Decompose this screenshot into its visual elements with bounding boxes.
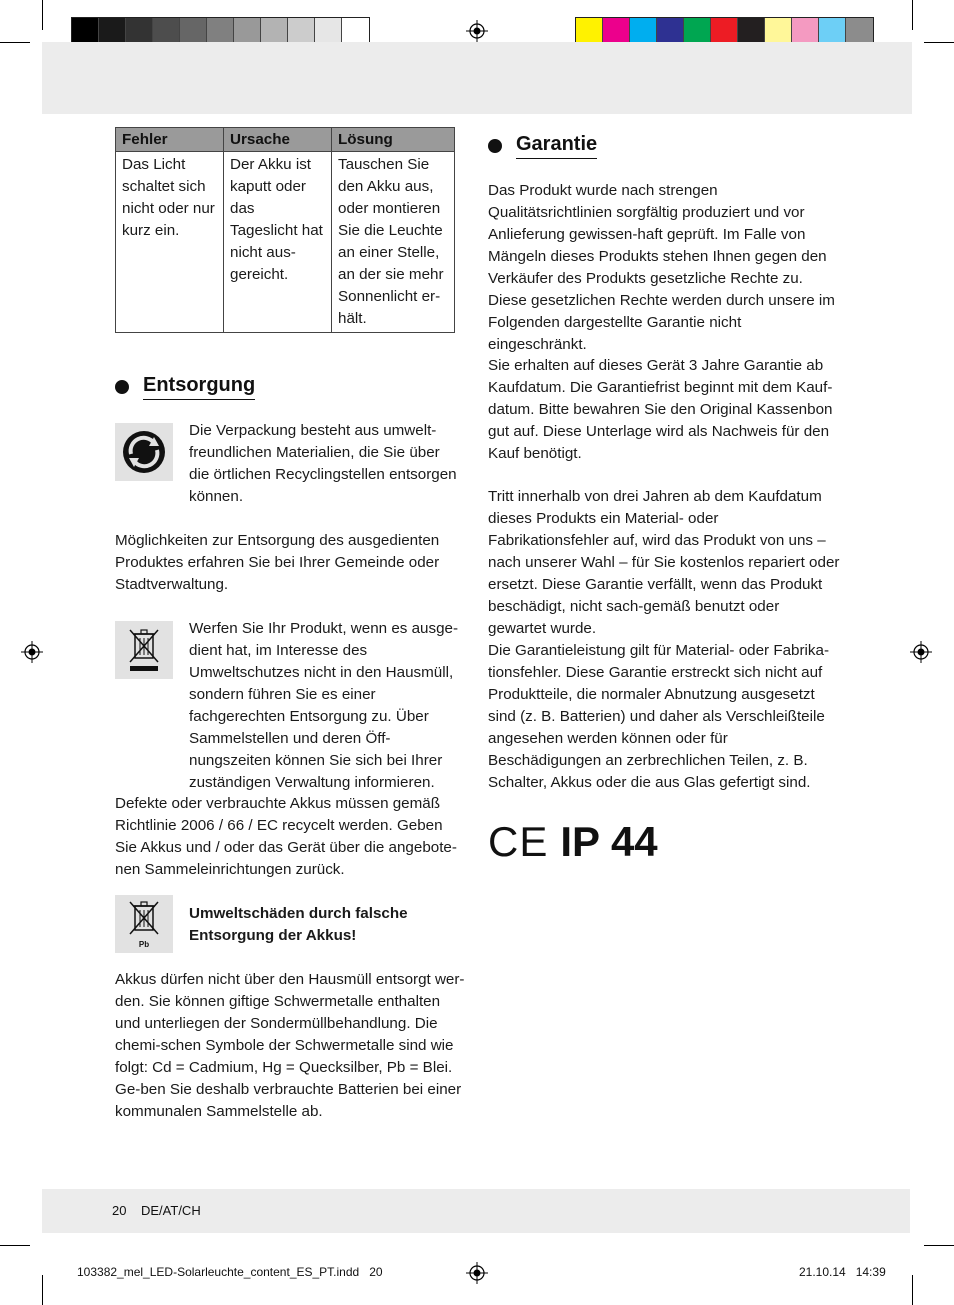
table-header-row [116, 128, 455, 152]
color-swatch [342, 18, 369, 45]
color-swatch [288, 18, 315, 45]
crossed-bin-pb-icon [124, 898, 164, 950]
color-swatch [207, 18, 234, 45]
table-cell: Der Akku ist kaputt oder das Tageslicht hat nicht aus-gereicht. [224, 152, 332, 333]
color-swatch [153, 18, 180, 45]
troubleshooting-table [115, 127, 455, 333]
battery-bin-icon-box [115, 895, 173, 953]
color-swatch [738, 18, 765, 45]
page-number: 20 [112, 1203, 127, 1218]
registration-mark-icon [21, 641, 43, 663]
column-header-ursache: Ursache [224, 128, 332, 152]
pb-label: Pb [138, 940, 150, 949]
table-cell: Tauschen Sie den Akku aus, oder montieren Sie die Leuchte an einer Stelle, an der sie mehr Sonnenlicht er-hält. [332, 152, 455, 333]
registration-mark-icon [910, 641, 932, 663]
color-swatch [657, 18, 684, 45]
recycling-green-dot-icon [121, 429, 167, 475]
heavy-metals-paragraph: Akkus dürfen nicht über den Hausmüll entsorgt wer-den. Sie können giftige Schwermetalle enthalten und unterliegen der Sondermüllbehandlung. Die chemi-schen Symbole der Schwermetalle sind wie folgt: Cd = Cadmium, Hg = Quecksilber, Pb = Blei. Ge-ben Sie deshalb verbrauchte Batterien bei einer kommunalen Sammelstelle ab. [115, 971, 465, 1120]
registration-mark-icon [466, 20, 488, 42]
section-heading-garantie [488, 133, 597, 159]
color-swatch [315, 18, 342, 45]
color-swatch [765, 18, 792, 45]
table-row [116, 152, 455, 333]
color-swatch [72, 18, 99, 45]
color-swatch [576, 18, 603, 45]
section-heading-entsorgung [115, 374, 255, 400]
region-label: DE/AT/CH [141, 1203, 201, 1218]
bullet-dot-icon [488, 139, 502, 153]
crop-mark [0, 1245, 30, 1246]
crop-mark [42, 0, 43, 30]
color-swatch [603, 18, 630, 45]
warranty-intro-paragraph: Das Produkt wurde nach strengen Qualitätsrichtlinien sorgfältig produziert und vor Anlieferung gewissen-haft geprüft. Im Falle von Mängeln dieses Produkts stehen Ihnen gegen den Verkäufer des Produkts gesetzliche Rechte zu. Diese gesetzlichen Rechte werden durch unsere im Folgenden dargestellte Garantie nicht eingeschränkt. [488, 182, 835, 353]
warranty-scope-paragraph: Die Garantieleistung gilt für Material- oder Fabrika-tionsfehler. Diese Garantie erstreckt sich nicht auf Produktteile, die normaler Abnutzung ausgesetzt sind (z. B. Batterien) und daher als Verschleißteile angesehen werden können oder für Beschädigungen an zerbrechlichen Teilen, z. B. Schalter, Akkus oder die aus Glas gefertigt sind. [488, 642, 830, 791]
warranty-period-paragraph: Sie erhalten auf dieses Gerät 3 Jahre Garantie ab Kaufdatum. Die Garantiefrist beginnt mit dem Kauf-datum. Bitte bewahren Sie den Original Kassenbon gut auf. Diese Unterlage wird als Nachweis für den Kauf benötigt. [488, 357, 833, 462]
table-cell: Das Licht schaltet sich nicht oder nur kurz ein. [116, 152, 224, 333]
color-swatch [846, 18, 873, 45]
crossed-bin-icon [124, 626, 164, 674]
crop-mark [0, 42, 30, 43]
bin-icon-box [115, 621, 173, 679]
warranty-repair-paragraph: Tritt innerhalb von drei Jahren ab dem Kaufdatum dieses Produkts ein Material- oder Fabrikationsfehler auf, wird das Produkt von uns – nach unserer Wahl – für Sie kostenlos repariert oder ersetzt. Diese Garantie verfällt, wenn das Produkt beschädigt, nicht sach-gemäß benutzt oder gewartet wurde. [488, 488, 840, 637]
crop-mark [924, 1245, 954, 1246]
color-swatch [180, 18, 207, 45]
section-title: Entsorgung [143, 374, 255, 400]
crop-mark [912, 0, 913, 30]
color-swatch [792, 18, 819, 45]
column-header-fehler: Fehler [116, 128, 224, 152]
packaging-paragraph: Die Verpackung besteht aus umwelt-freundlichen Materialien, die Sie über die örtlichen Recyclingstellen entsorgen können. [189, 422, 457, 505]
ip-rating: IP 44 [560, 818, 658, 865]
file-name-slug: 103382_mel_LED-Solarleuchte_content_ES_PT.indd 20 [77, 1265, 383, 1279]
disposal-info-paragraph: Möglichkeiten zur Entsorgung des ausgedienten Produktes erfahren Sie bei Ihrer Gemeinde oder Stadtverwaltung. [115, 532, 440, 593]
color-swatch [126, 18, 153, 45]
recycling-icon-box [115, 423, 173, 481]
crop-mark [924, 42, 954, 43]
ce-mark-icon: CE [488, 818, 549, 865]
section-title: Garantie [516, 133, 597, 159]
color-swatch [684, 18, 711, 45]
certification-marks [488, 818, 658, 866]
print-timestamp: 21.10.14 14:39 [799, 1265, 886, 1279]
color-swatch [99, 18, 126, 45]
bullet-dot-icon [115, 380, 129, 394]
color-swatch [819, 18, 846, 45]
color-swatch [630, 18, 657, 45]
crop-mark [42, 1275, 43, 1305]
column-header-loesung: Lösung [332, 128, 455, 152]
battery-directive-paragraph: Defekte oder verbrauchte Akkus müssen gemäß Richtlinie 2006 / 66 / EC recycelt werden. Geben Sie Akkus und / oder das Gerät über die angebote-nen Sammeleinrichtungen zurück. [115, 795, 457, 878]
color-swatch [261, 18, 288, 45]
product-disposal-paragraph: Werfen Sie Ihr Produkt, wenn es ausge-dient hat, im Interesse des Umweltschutzes nicht in den Hausmüll, sondern führen Sie es einer fachgerechten Entsorgung zu. Über Sammelstellen und deren Öff-nungszeiten können Sie sich bei Ihrer zuständigen Verwaltung informieren. [189, 620, 459, 791]
header-band [42, 42, 912, 114]
crop-mark [912, 1275, 913, 1305]
battery-warning-heading: Umweltschäden durch falsche Entsorgung der Akkus! [189, 905, 408, 944]
registration-mark-icon [466, 1262, 488, 1284]
color-swatch [711, 18, 738, 45]
color-swatch [234, 18, 261, 45]
